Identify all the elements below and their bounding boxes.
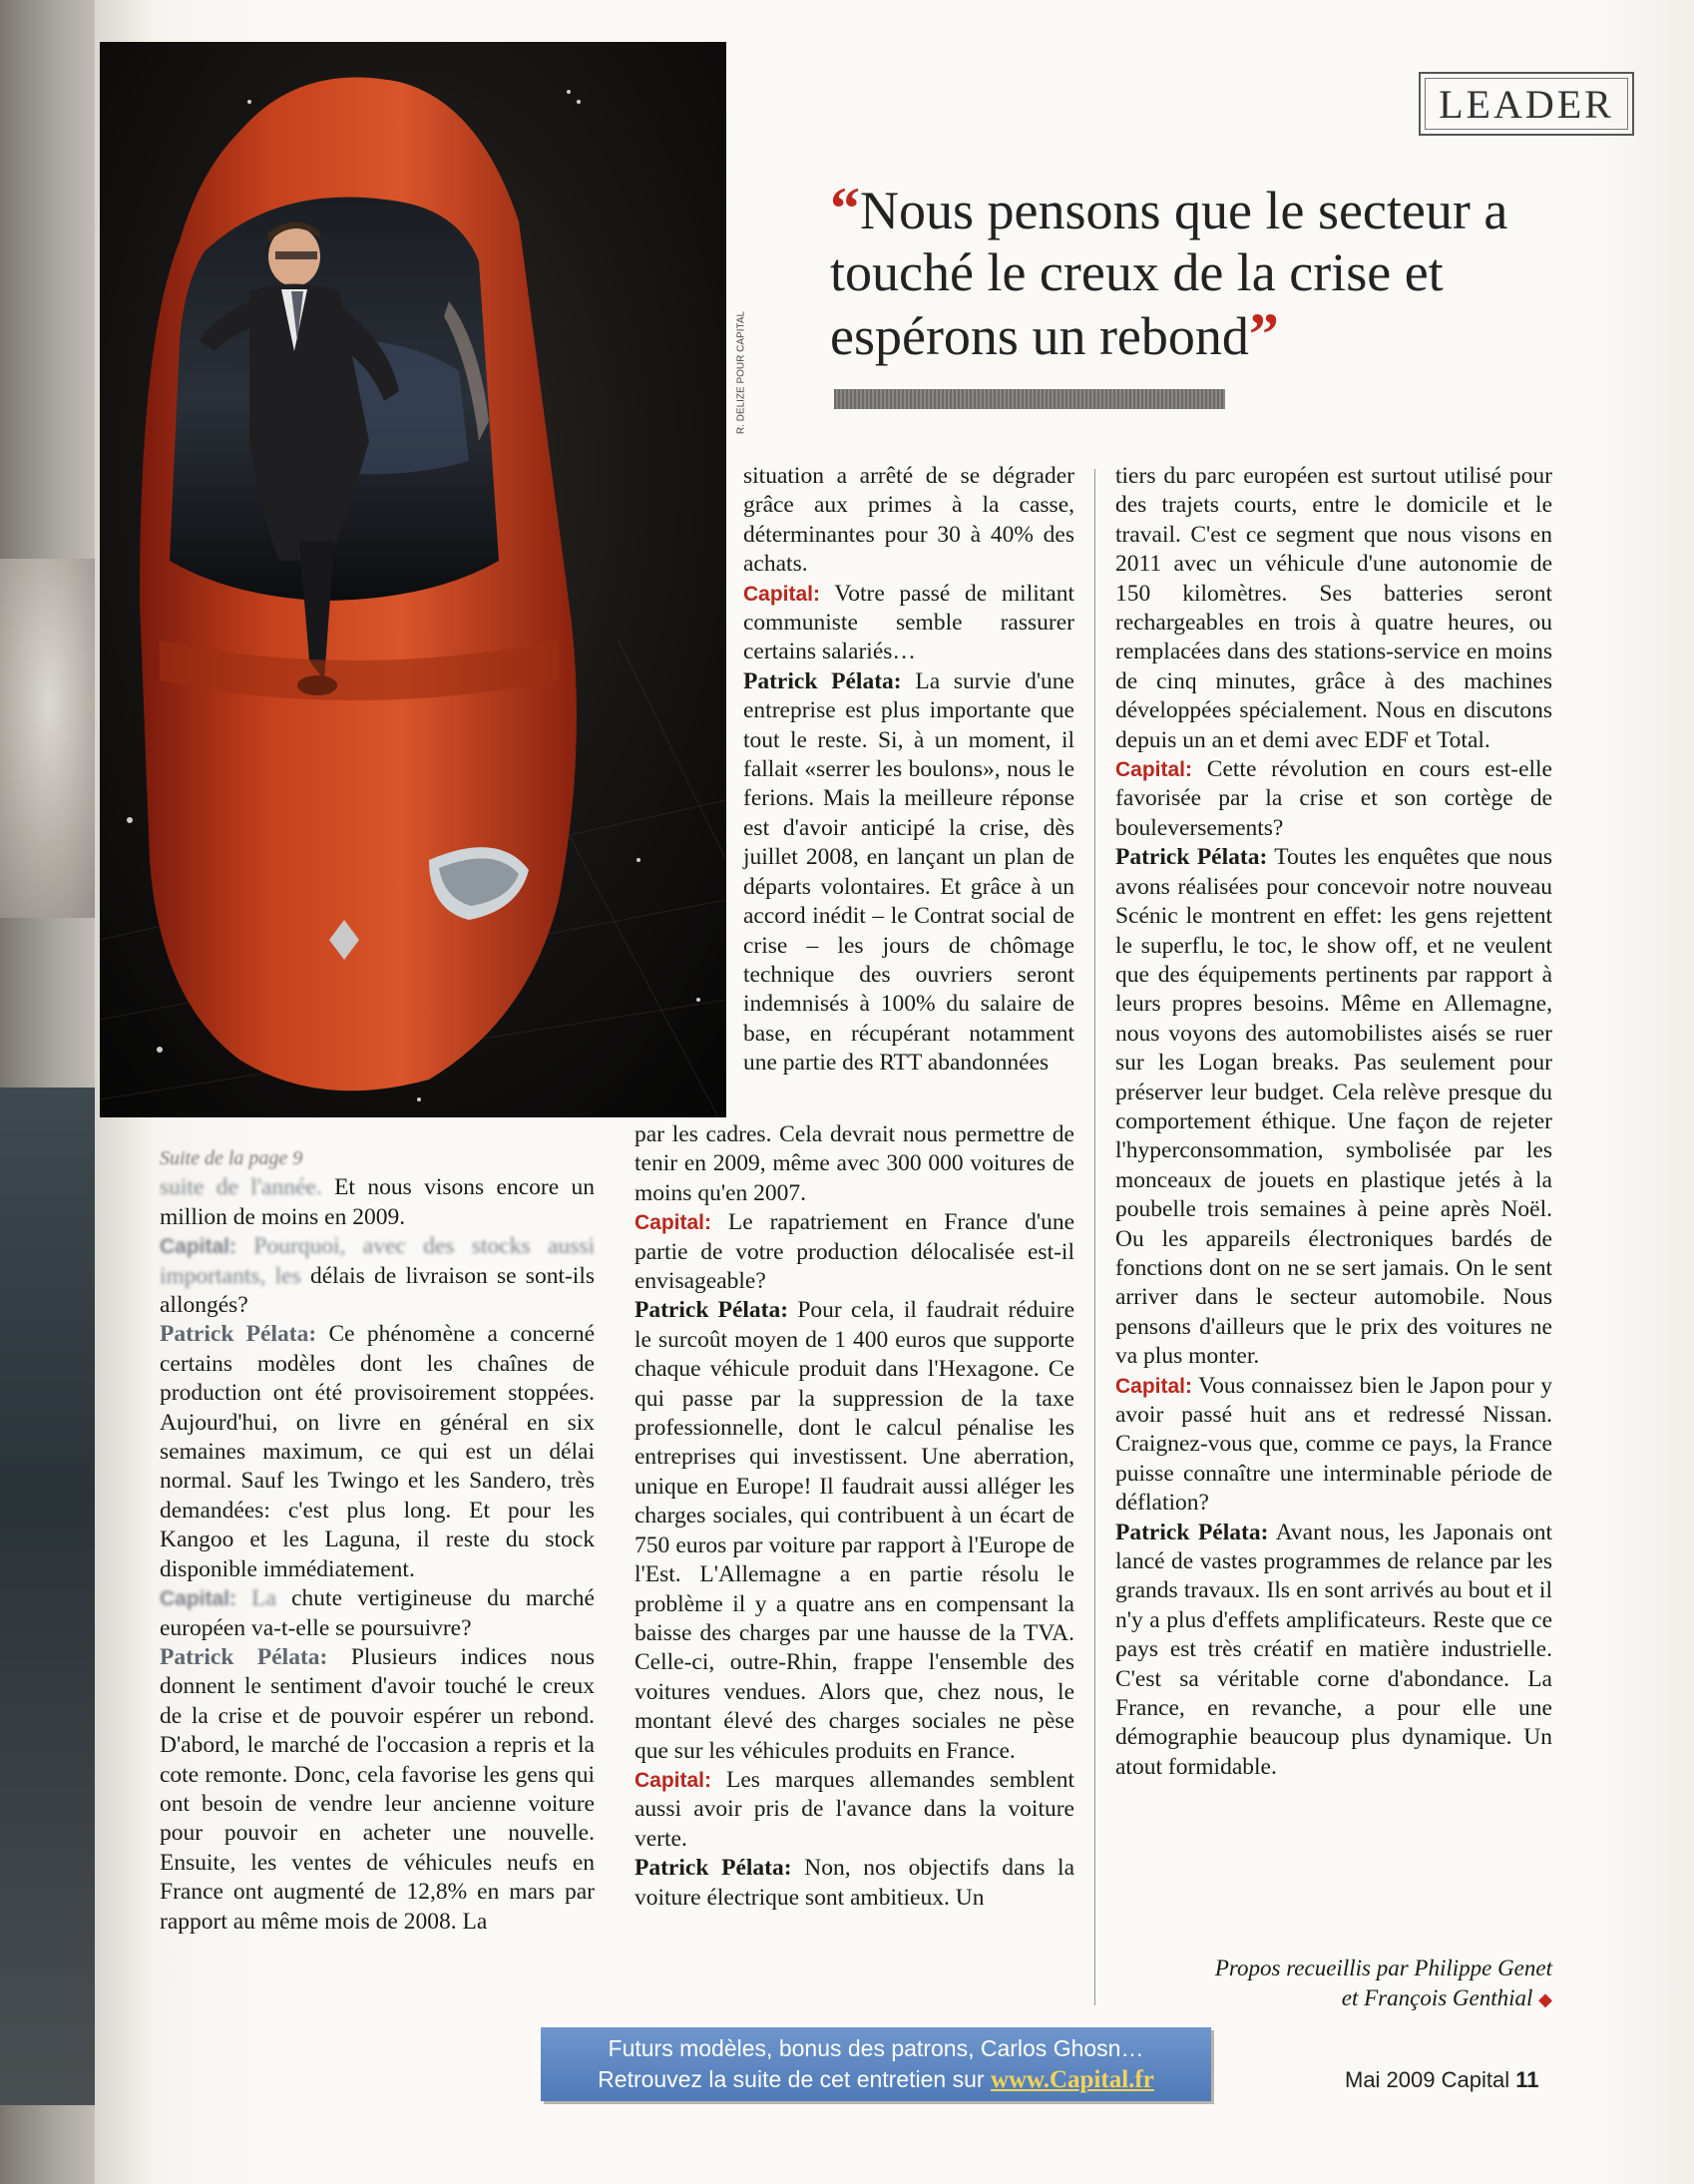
paragraph-text: tiers du parc européen est surtout utilisé pour des trajets courts, entre le domicile et le travail. C'est ce segment que nous visons en 2011 avec un véhicule d'une autonomie de 150 kilomètres. Ses batteries seront rechargeables en trois à quatre heures, ou remplacées dans des stations-service en moins de cinq minutes, grâce à des machines développées spécialement. Nous en discutons depuis un an et demi avec EDF et Total. (1115, 463, 1552, 753)
article-column-right (1115, 462, 1552, 1782)
answer-speaker: Patrick Pélata: (635, 1297, 789, 1324)
paragraph-text: Et nous visons encore un million de moins en 2009. (160, 1174, 595, 1230)
interview-answer (635, 1296, 1074, 1766)
banner-line-2: Retrouvez la suite de cet entretien sur (598, 2066, 985, 2092)
question-text: Cette révolution en cours est-elle favorisée par la crise et son cortège de bouleversements? (1115, 756, 1552, 841)
blurred-text: suite de l'année. (160, 1174, 322, 1201)
section-rubric (1419, 72, 1634, 136)
pull-quote-rule (834, 389, 1225, 409)
banner-line-1: Futurs modèles, bonus des patrons, Carlos Ghosn… (608, 2035, 1144, 2061)
answer-text: Pour cela, il faudrait réduire le surcoût moyen de 1 400 euros que supporte chaque véhicule produit dans l'Hexagone. Ce qui passe par la suppression de la taxe professionnelle, dont le calcul pénalise les entreprises qui investissent. Une aberration, unique en Europe! Il faudrait aussi alléger les charges sociales, qui contribuent à un écart de 750 euros par voiture par rapport à l'Europe de l'Est. L'Allemagne a en partie résolu le problème il y a quatre ans en compensant la baisse des charges par une hausse de la TVA. Celle-ci, outre-Rhin, frappe l'ensemble des voitures vendues. Alors que, chez nous, le montant élevé des charges sociales ne pèse que sur les véhicules produits en France. (635, 1297, 1074, 1764)
car-photo-illustration (100, 42, 726, 1117)
answer-text: Toutes les enquêtes que nous avons réalisées pour concevoir notre nouveau Scénic le montrent en effet: les gens rejettent le superflu, le toc, le show off, et ne veulent que des équipements pertinents par rapport à leurs propres besoins. Même en Allemagne, nous voyons des automobilistes aisés se ruer sur les Logan breaks. Pas seulement pour préserver leur budget. Cela relève presque du comportement éthique. Une façon de rejeter l'hyperconsommation, symbolisée par les monceaux de jouets en plastique jetés à la poubelle trois semaines à peine après Noël. Ou les appareils électroniques bardés de fonctions dont on ne se sert jamais. On le sent arriver dans le secteur automobile. Nous pensons d'ailleurs que le prix des voitures ne va plus monter. (1115, 844, 1552, 1370)
car-photo (100, 42, 726, 1117)
answer-speaker: Patrick Pélata: (635, 1855, 792, 1882)
web-promo-banner (541, 2027, 1211, 2101)
quote-close-mark: ” (1248, 301, 1279, 367)
article-paragraph (635, 1120, 1074, 1208)
question-label: Capital: (160, 1235, 237, 1259)
section-rubric-label: LEADER (1425, 78, 1628, 130)
interview-question (635, 1766, 1074, 1854)
interview-answer (1115, 843, 1552, 1371)
interview-answer (160, 1643, 595, 1937)
question-label: Capital: (1115, 1374, 1193, 1398)
answer-speaker: Patrick Pélata: (1115, 844, 1268, 871)
question-text: Vous connaissez bien le Japon pour y avoir passé huit ans et redressé Nissan. Craignez-vous que, comme ce pays, la France puisse connaître une interminable période de déflation? (1115, 1372, 1552, 1517)
article-paragraph (743, 462, 1074, 580)
interview-answer (743, 667, 1074, 1079)
interview-question (743, 580, 1074, 667)
interview-question (1115, 1372, 1552, 1519)
article-paragraph (1115, 462, 1552, 755)
answer-speaker: Patrick Pélata: (160, 1643, 328, 1670)
article-column-middle (635, 1120, 1074, 1913)
interview-answer (160, 1320, 595, 1584)
article-column-middle-top (743, 462, 1074, 1079)
byline-line-2: et François Genthial (1341, 1985, 1533, 2010)
photo-credit-text: R. DELIZE POUR CAPITAL (735, 310, 747, 435)
quote-open-mark: “ (830, 176, 860, 241)
question-label: Capital: (743, 582, 821, 606)
question-label: Capital: (160, 1587, 237, 1611)
answer-speaker: Patrick Pélata: (160, 1321, 317, 1348)
facing-page-dark-image (0, 1088, 110, 2105)
folio-date: Mai 2009 Capital (1345, 2067, 1510, 2092)
byline-line-1: Propos recueillis par Philippe Genet (1214, 1956, 1552, 1980)
article-paragraph (160, 1173, 595, 1232)
facing-page-edge (0, 0, 110, 2184)
interview-answer (635, 1854, 1074, 1913)
column-divider (1094, 469, 1095, 2005)
question-text: Votre passé de militant communiste semble rassurer certains salariés… (743, 580, 1074, 665)
interview-question (635, 1208, 1074, 1296)
page-folio (1345, 2067, 1539, 2093)
banner-website-link[interactable]: www.Capital.fr (990, 2066, 1154, 2093)
byline (1115, 1954, 1552, 2014)
article-column-left (160, 1143, 595, 1937)
interview-question (160, 1232, 595, 1320)
question-text: délais de livraison se sont-ils allongés? (160, 1262, 595, 1319)
answer-speaker: Patrick Pélata: (1115, 1519, 1269, 1545)
answer-text: Non, nos objectifs dans la voiture électrique sont ambitieux. Un (635, 1855, 1074, 1911)
continuation-note (160, 1143, 595, 1173)
continuation-text: Suite de la page 9 (160, 1147, 303, 1169)
answer-text: Avant nous, les Japonais ont lancé de vastes programmes de relance par les grands travaux. Ils en sont arrivés au bout et il n'y a plus d'effets amplificateurs. Reste que ce pays est très créatif en matière industrielle. C'est sa véritable corne d'abondance. La France, en revanche, a pour elle une démographie beaucoup plus dynamique. Un atout formidable. (1115, 1519, 1553, 1780)
blurred-text: Pourquoi, avec des stocks aussi importants, les (160, 1233, 595, 1289)
question-text: Le rapatriement en France d'une partie de votre production délocalisée est-il envisageable? (635, 1209, 1074, 1295)
interview-question (1115, 755, 1552, 843)
end-mark-icon: ◆ (1538, 1989, 1552, 2009)
interview-answer (1115, 1519, 1552, 1783)
paragraph-text: par les cadres. Cela devrait nous permettre de tenir en 2009, même avec 300 000 voitures de moins qu'en 2007. (635, 1121, 1074, 1206)
paragraph-text: situation a arrêté de se dégrader grâce aux primes à la casse, déterminantes pour 30 à 40% des achats. (743, 463, 1074, 578)
answer-speaker: Patrick Pélata: (743, 667, 902, 694)
question-text: Les marques allemandes semblent aussi avoir pris de l'avance dans la voiture verte. (635, 1766, 1074, 1852)
interview-question (160, 1584, 595, 1643)
answer-text: La survie d'une entreprise est plus importante que tout le reste. Si, à un moment, il fallait «serrer les boulons», nous le ferions. Mais la meilleure réponse est d'avoir anticipé la crise, dès juillet 2008, en lançant un plan de départs volontaires. Et grâce à un accord inédit – le Contrat social de crise – les jours de chômage technique des ouvriers seront indemnisés à 100% du salaire de base, en récupérant notamment une partie des RTT abandonnées (743, 667, 1074, 1077)
question-label: Capital: (635, 1768, 712, 1792)
pull-quote-text: Nous pensons que le secteur a touché le creux de la crise et espérons un rebond (830, 181, 1508, 366)
question-label: Capital: (635, 1211, 712, 1235)
facing-page-statue-image (0, 559, 110, 918)
photo-credit (734, 309, 748, 439)
question-text: chute vertigineuse du marché européen va-t-elle se poursuivre? (160, 1585, 595, 1641)
answer-text: Plusieurs indices nous donnent le sentiment d'avoir touché le creux de la crise et de pouvoir espérer un rebond. D'abord, le marché de l'occasion a repris et la cote remonte. Donc, cela favorise les gens qui ont besoin de vendre leur ancienne voiture pour pouvoir en acheter une nouvelle. Ensuite, les ventes de véhicules neufs en France ont augmenté de 12,8% en mars par rapport au même mois de 2008. La (160, 1643, 595, 1935)
pull-quote (830, 178, 1608, 367)
blurred-text: La (236, 1585, 276, 1612)
answer-text: Ce phénomène a concerné certains modèles dont les chaînes de production ont été provisoirement stoppées. Aujourd'hui, on livre en général en six semaines maximum, ce qui est un délai normal. Sauf les Twingo et les Sandero, très demandées: c'est plus long. Et pour les Kangoo et les Laguna, il reste du stock disponible immédiatement. (160, 1321, 595, 1582)
question-label: Capital: (1115, 758, 1193, 782)
page-number: 11 (1515, 2067, 1539, 2092)
